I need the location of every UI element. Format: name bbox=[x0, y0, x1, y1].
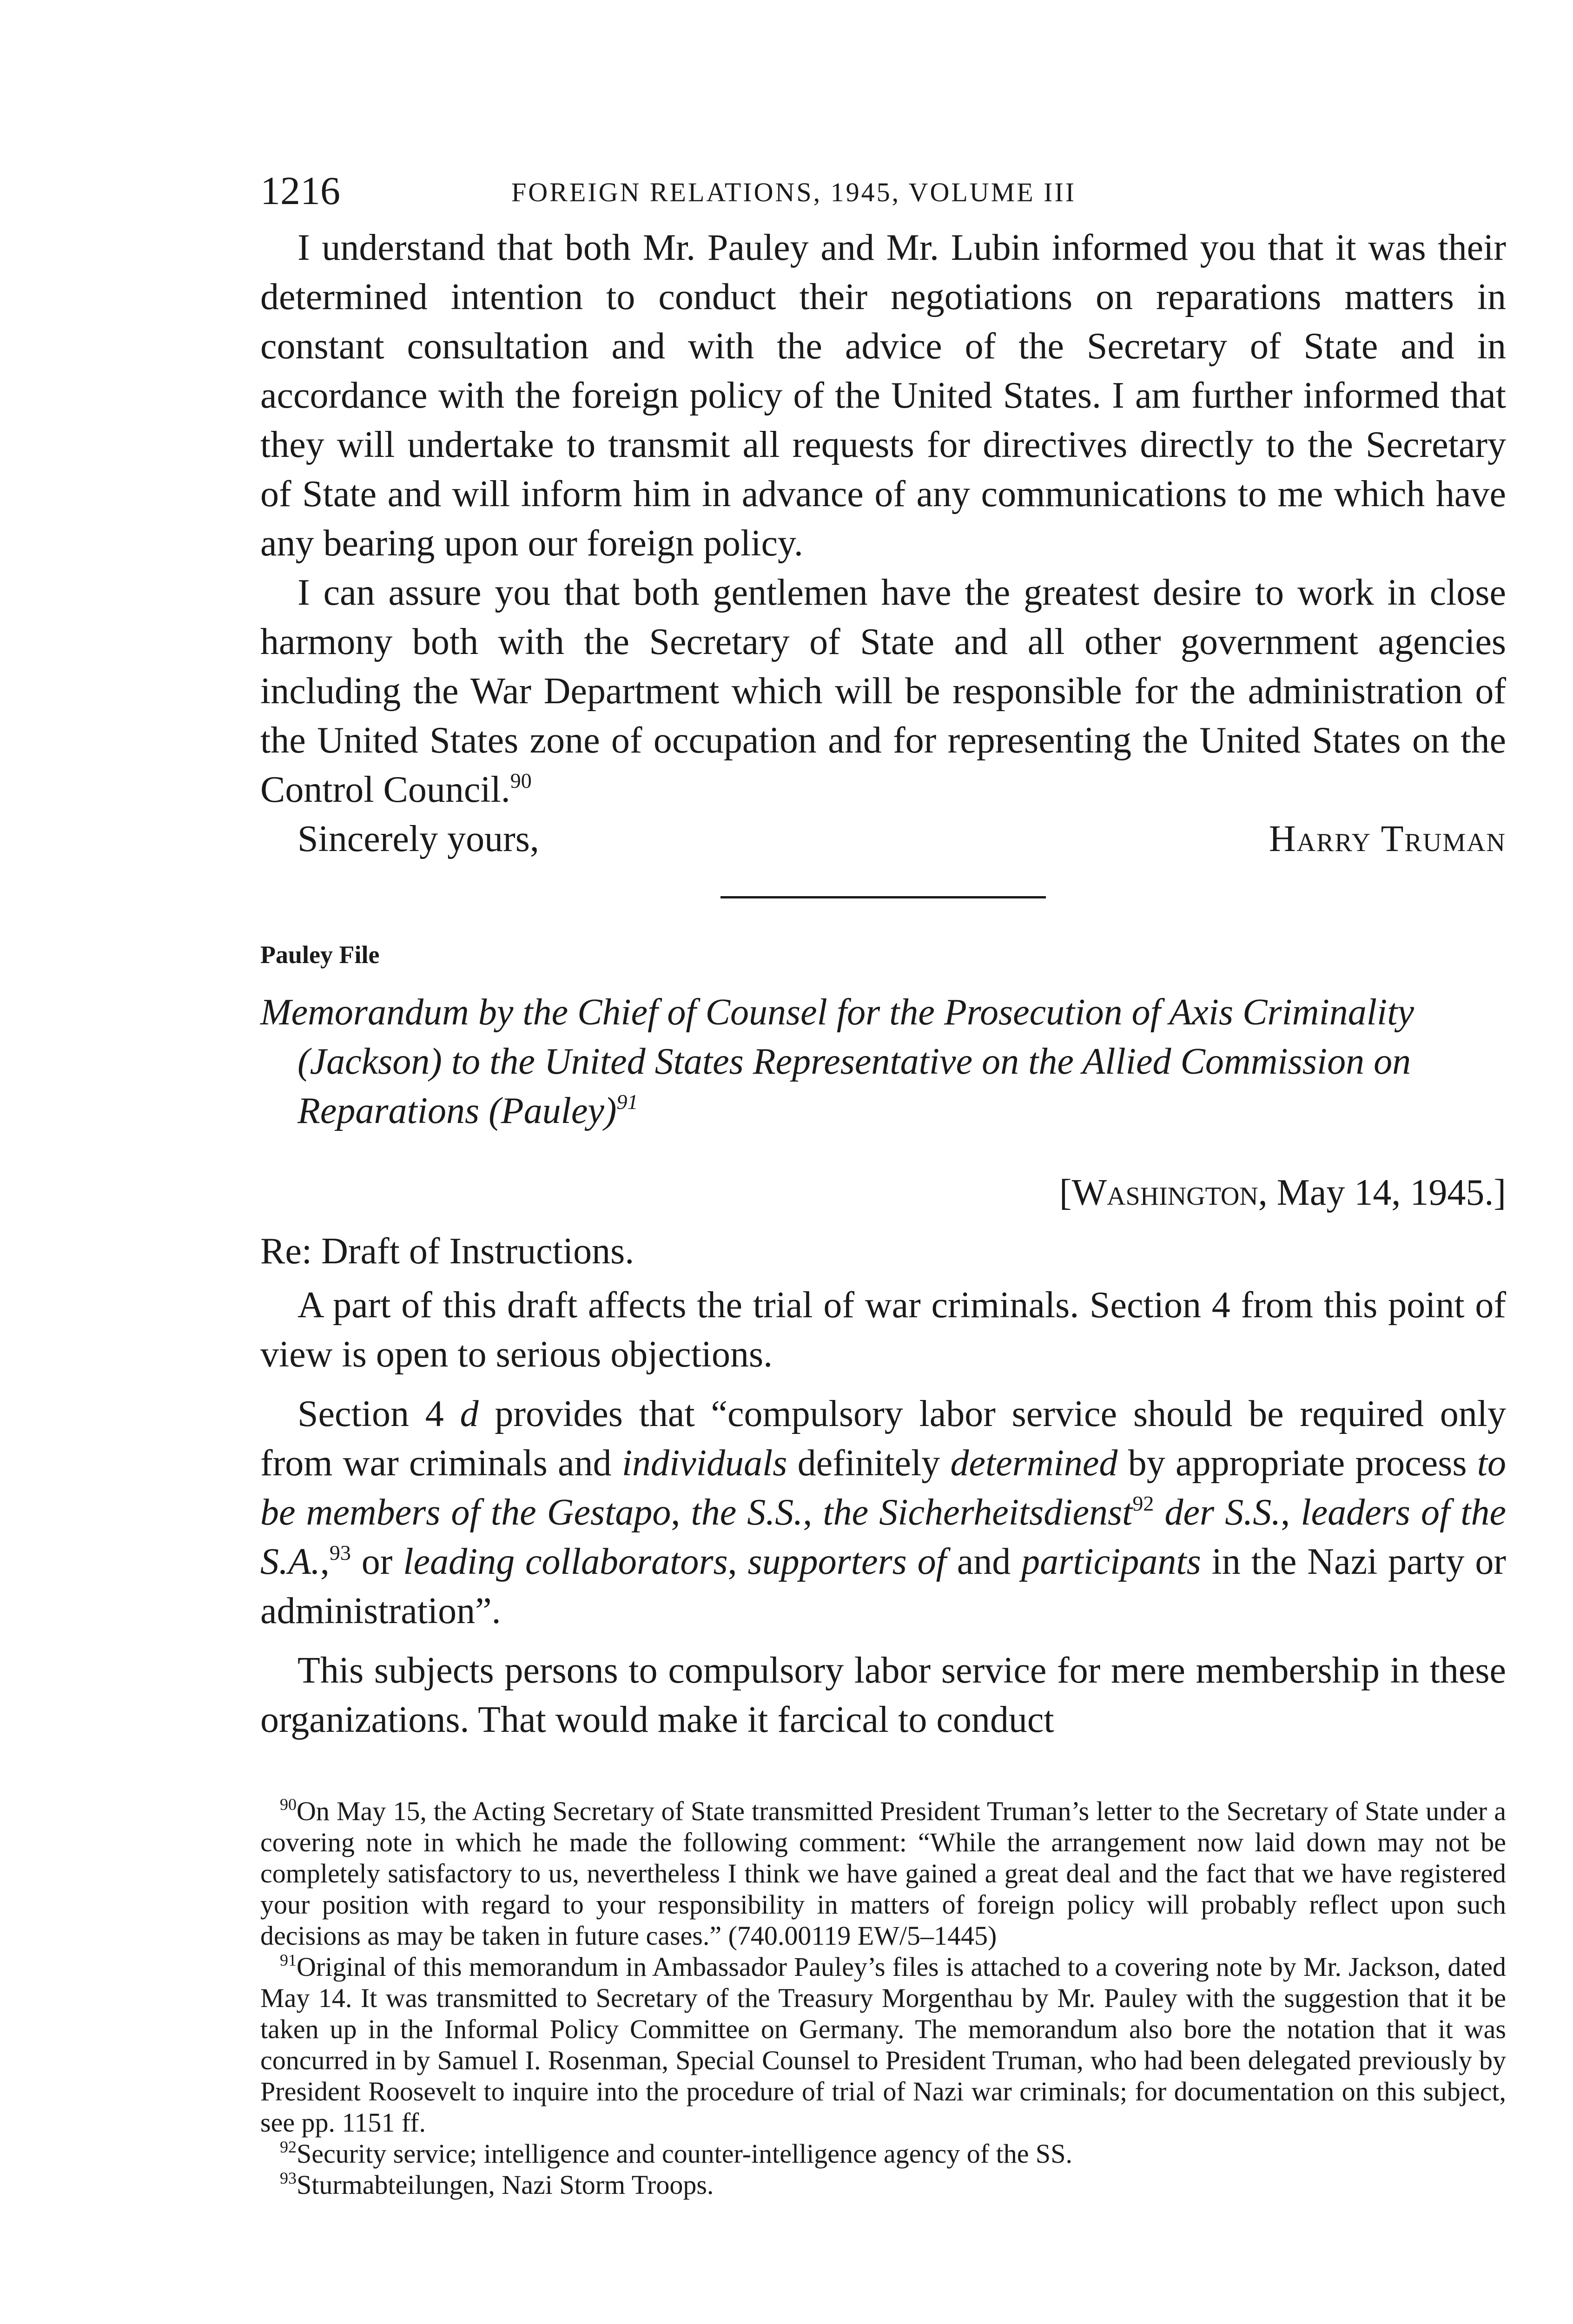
italic-run: leading collaborators bbox=[403, 1541, 728, 1582]
document-heading-text: Memorandum by the Chief of Counsel for the Prosecution of Axis Criminality (Jackson) to the United States Representative on the Allied Commission on Reparations (Pauley) bbox=[260, 992, 1414, 1131]
text-run: , bbox=[671, 1492, 691, 1533]
letter-paragraph bbox=[260, 568, 1506, 814]
footnote-number: 90 bbox=[280, 1795, 297, 1814]
text-run: in the Nazi party or administration”. bbox=[260, 1541, 1507, 1631]
footnote-93 bbox=[260, 2169, 1506, 2200]
footnote-90 bbox=[260, 1796, 1506, 1951]
dateline-date: May 14, 1945.] bbox=[1276, 1172, 1506, 1213]
text-run bbox=[1154, 1492, 1164, 1533]
text-run: and bbox=[946, 1541, 1022, 1582]
italic-run: d bbox=[460, 1393, 479, 1434]
italic-run: determined bbox=[950, 1443, 1118, 1484]
text-run: by appropriate process bbox=[1117, 1443, 1477, 1484]
closing-salutation: Sincerely yours, bbox=[297, 819, 539, 859]
text-run: Section 4 bbox=[297, 1393, 460, 1434]
footnote-text: Security service; intelligence and counter-intelligence agency of the SS. bbox=[297, 2139, 1072, 2169]
italic-run: supporters of bbox=[747, 1541, 946, 1582]
text-run: , bbox=[727, 1541, 748, 1582]
memo-paragraph: This subjects persons to compulsory labor service for mere membership in these organizations. That would make it farcical to conduct bbox=[260, 1650, 1506, 1740]
footnote-number: 93 bbox=[280, 2169, 297, 2187]
italic-run: participants bbox=[1021, 1541, 1201, 1582]
footnote-text: Sturmabteilungen, Nazi Storm Troops. bbox=[297, 2170, 714, 2200]
letter-paragraph-text: I can assure you that both gentlemen have the greatest desire to work in close harmony both with the Secretary of State and all other government agencies including the War Department which will be responsible for the administration of the United States zone of occupation and for representing the United States on the Control Council. bbox=[260, 572, 1506, 810]
letter-closing bbox=[260, 814, 1506, 864]
footnote-ref-90[interactable]: 90 bbox=[510, 769, 532, 792]
source-label: Pauley File bbox=[260, 941, 380, 969]
footnote-text: On May 15, the Acting Secretary of State transmitted President Truman’s letter to the Secretary of State under a covering note in which he made the following comment: “While the arrangement now laid down may not be completely satisfactory to us, nevertheless I think we have gained a great deal and the fact that we have registered your position with regard to your responsibility in matters of foreign policy will probably reflect upon such decisions as may be taken in future cases.” (740.00119 EW/5–1445) bbox=[260, 1796, 1506, 1951]
footnote-text: Original of this memorandum in Ambassador Pauley’s files is attached to a covering note by Mr. Jackson, dated May 14. It was transmitted to Secretary of the Treasury Morgenthau by Mr. Pauley with the suggestion that it be taken up in the Informal Policy Committee on Germany. The memorandum also bore the notation that it was concurred in by Samuel I. Rosenman, Special Counsel to President Truman, who had been delegated previously by President Roosevelt to inquire into the procedure of trial of Nazi war criminals; for documentation on this subject, see pp. 1151 ff. bbox=[260, 1952, 1506, 2138]
italic-run: the Sicherheitsdienst bbox=[823, 1492, 1133, 1533]
text-run: or bbox=[350, 1541, 403, 1582]
running-head bbox=[260, 167, 1506, 223]
dateline bbox=[260, 1168, 1506, 1217]
subject-line: Re: Draft of Instructions. bbox=[260, 1231, 634, 1272]
footnote-number: 91 bbox=[280, 1951, 297, 1969]
memo-paragraph: A part of this draft affects the trial of war criminals. Section 4 from this point of view is open to serious objections. bbox=[260, 1285, 1506, 1375]
italic-run: to be members of the Gestapo bbox=[260, 1443, 1506, 1533]
signature: Harry Truman bbox=[1269, 819, 1506, 859]
text-run: definitely bbox=[787, 1443, 951, 1484]
text-run: provides that “compulsory labor service should be required only from war criminals and bbox=[260, 1393, 1506, 1484]
italic-run: leaders of the S.A. bbox=[260, 1492, 1507, 1582]
footnote-ref-93[interactable]: 93 bbox=[329, 1541, 351, 1565]
footnote-ref-92[interactable]: 92 bbox=[1132, 1492, 1154, 1515]
letter-paragraph: I understand that both Mr. Pauley and Mr. Lubin informed you that it was their determined intention to conduct their negotiations on reparations matters in constant consultation and with the advice of the Secretary of State and in accordance with the foreign policy of the United States. I am further informed that they will undertake to transmit all requests for directives directly to the Secretary of State and will inform him in advance of any communications to me which have any bearing upon our foreign policy. bbox=[260, 227, 1506, 564]
memo-paragraph bbox=[260, 1389, 1506, 1636]
document-heading bbox=[260, 988, 1506, 1136]
italic-run: individuals bbox=[621, 1443, 787, 1484]
footnote-91 bbox=[260, 1951, 1506, 2138]
italic-run: the S.S. bbox=[691, 1492, 803, 1533]
footnote-number: 92 bbox=[280, 2138, 297, 2156]
text-run: , bbox=[1281, 1492, 1301, 1533]
running-title: FOREIGN RELATIONS, 1945, VOLUME III bbox=[511, 177, 1077, 207]
text-run: , bbox=[803, 1492, 823, 1533]
footnotes bbox=[260, 1796, 1506, 2200]
page bbox=[260, 167, 1506, 2200]
dateline-place: [Washington, bbox=[1059, 1172, 1268, 1213]
section-divider bbox=[720, 896, 1046, 898]
page-number: 1216 bbox=[260, 168, 340, 213]
italic-run: der S.S. bbox=[1164, 1492, 1281, 1533]
footnote-92 bbox=[260, 2138, 1506, 2169]
text-run: , bbox=[320, 1541, 330, 1582]
footnote-ref-91[interactable]: 91 bbox=[616, 1090, 638, 1114]
